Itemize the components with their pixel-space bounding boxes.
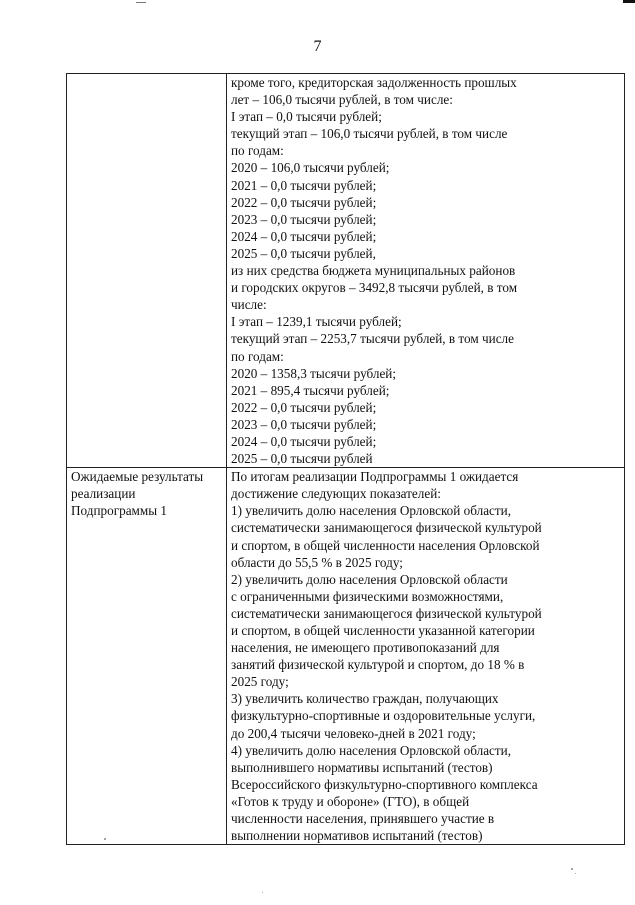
text-line: Подпрограммы 1 (71, 503, 167, 519)
text-line: 2021 – 895,4 тысячи рублей; (231, 382, 390, 398)
text-line: текущий этап – 106,0 тысячи рублей, в том числе (231, 126, 508, 142)
text-line: достижение следующих показателей: (231, 486, 441, 502)
text-line: текущий этап – 2253,7 тысячи рублей, в том числе (231, 331, 514, 347)
text-line: до 200,4 тысячи человеко-дней в 2021 году; (231, 725, 476, 741)
text-line: 2020 – 106,0 тысячи рублей; (231, 160, 390, 176)
table-row-financing (67, 74, 625, 468)
row-content (231, 468, 622, 844)
text-line: лет – 106,0 тысячи рублей, в том числе: (231, 92, 453, 108)
text-line: физкультурно-спортивные и оздоровительные услуги, (231, 708, 536, 724)
text-line: Всероссийского физкультурно-спортивного комплекса (231, 776, 538, 792)
table-row-expected-results (67, 468, 625, 845)
row-content-cell (227, 74, 625, 468)
text-line: Ожидаемые результаты (71, 469, 204, 485)
text-line: 2024 – 0,0 тысячи рублей; (231, 433, 377, 449)
text-line: 2022 – 0,0 тысячи рублей; (231, 194, 377, 210)
text-line: 2025 году; (231, 674, 289, 690)
row-label (71, 468, 224, 519)
text-line: 2025 – 0,0 тысячи рублей, (231, 245, 376, 261)
text-line: и спортом, в общей численности населения Орловской (231, 537, 540, 553)
text-line: систематически занимающегося физической культурой (231, 520, 542, 536)
text-line: числе: (231, 297, 267, 313)
text-line: 2020 – 1358,3 тысячи рублей; (231, 365, 397, 381)
text-line: реализации (71, 486, 136, 502)
text-line: 2) увеличить долю населения Орловской области (231, 571, 508, 587)
text-line: I этап – 0,0 тысячи рублей; (231, 109, 382, 125)
program-table (66, 73, 625, 845)
text-line: занятий физической культурой и спортом, до 18 % в (231, 657, 525, 673)
text-line: выполнившего нормативы испытаний (тестов) (231, 759, 493, 775)
text-line: 2023 – 0,0 тысячи рублей; (231, 416, 377, 432)
text-line: «Готов к труду и обороне» (ГТО), в общей (231, 793, 470, 809)
page-number: 7 (313, 38, 322, 55)
text-line: По итогам реализации Подпрограммы 1 ожидается (231, 469, 519, 485)
text-line: 4) увеличить долю населения Орловской области, (231, 742, 512, 758)
text-line: области до 55,5 % в 2025 году; (231, 554, 403, 570)
text-line: 2025 – 0,0 тысячи рублей (231, 451, 373, 467)
text-line: систематически занимающегося физической культурой (231, 605, 542, 621)
row-content-cell (227, 468, 625, 845)
text-line: I этап – 1239,1 тысячи рублей; (231, 314, 402, 330)
text-line: по годам: (231, 348, 284, 364)
text-line: населения, не имеющего противопоказаний для (231, 640, 500, 656)
scan-speck (262, 892, 263, 893)
text-line: по годам: (231, 143, 284, 159)
row-content (231, 74, 622, 467)
text-line: кроме того, кредиторская задолженность прошлых (231, 75, 517, 90)
text-line: 2021 – 0,0 тысячи рублей; (231, 177, 377, 193)
text-line: выполнении нормативов испытаний (тестов) (231, 828, 483, 844)
row-label-cell (67, 468, 227, 845)
scan-speck (575, 873, 576, 874)
text-line: численности населения, принявшего участие в (231, 811, 495, 827)
scan-corner-mark (623, 0, 635, 3)
text-line: 2022 – 0,0 тысячи рублей; (231, 399, 377, 415)
scan-speck (104, 838, 106, 840)
text-line: 2024 – 0,0 тысячи рублей; (231, 228, 377, 244)
text-line: 1) увеличить долю населения Орловской области, (231, 503, 512, 519)
scan-speck (571, 868, 573, 870)
text-line: с ограниченными физическими возможностями, (231, 588, 504, 604)
text-line: из них средства бюджета муниципальных районов (231, 263, 516, 279)
row-label-cell (67, 74, 227, 468)
text-line: 2023 – 0,0 тысячи рублей; (231, 211, 377, 227)
text-line: и спортом, в общей численности указанной категории (231, 623, 535, 638)
text-line: 3) увеличить количество граждан, получающих (231, 691, 499, 707)
text-line: и городских округов – 3492,8 тысячи рублей, в том (231, 280, 518, 296)
scan-artifact (136, 2, 146, 3)
